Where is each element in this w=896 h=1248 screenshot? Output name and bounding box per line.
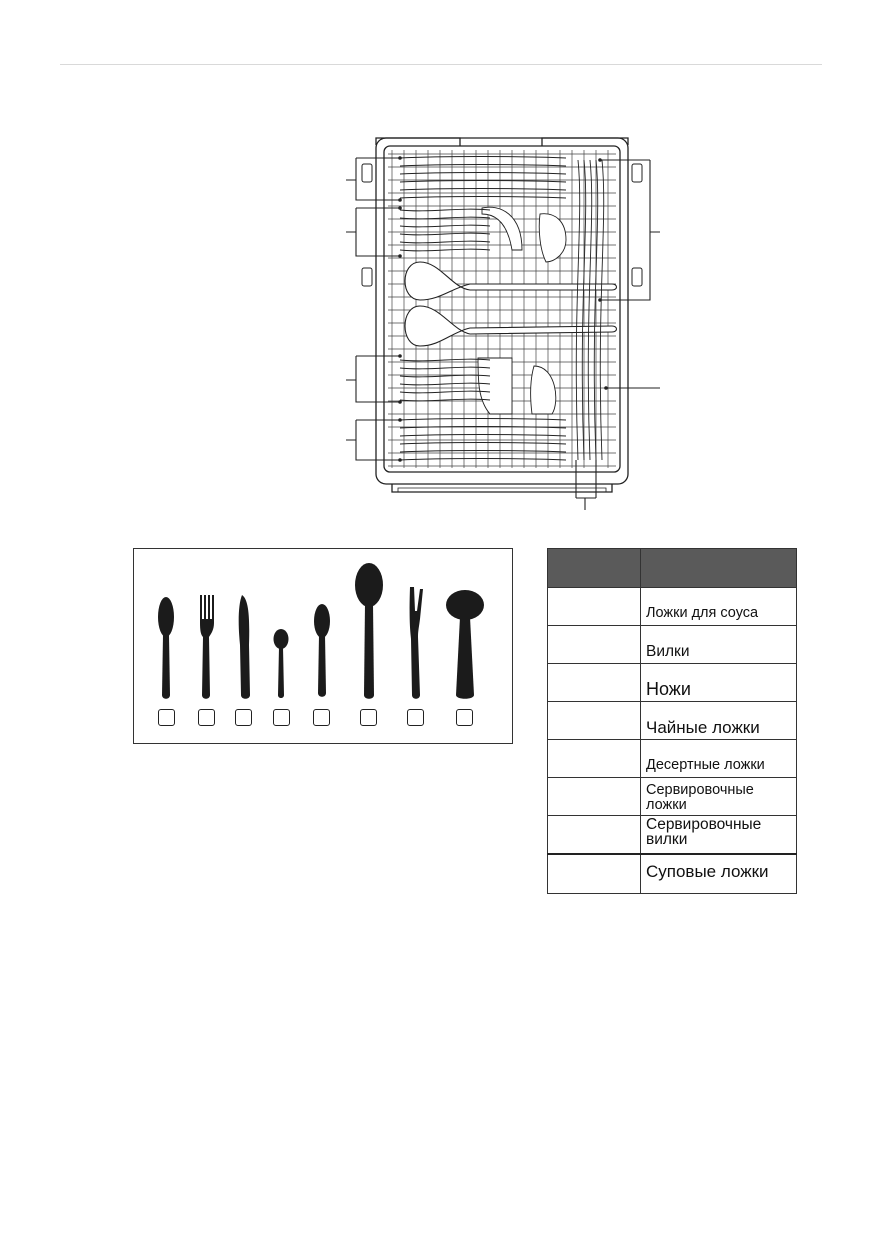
row-number-cell: [548, 626, 641, 664]
tea-spoon-icon: [274, 629, 289, 698]
row-name-cell: Вилки: [641, 626, 797, 664]
rack-cutlery-line: [400, 165, 566, 167]
knife-icon: [239, 595, 250, 699]
table-header: [548, 549, 797, 588]
row-number-cell: [548, 740, 641, 778]
row-name-cell: Ложки для соуса: [641, 588, 797, 626]
table-row: [548, 626, 797, 664]
row-number-cell: [548, 778, 641, 816]
table-row: [548, 702, 797, 740]
rack-fork-line: [400, 249, 490, 251]
rack-fork-line: [400, 399, 490, 401]
table-row: [548, 816, 797, 854]
fork-icon: [200, 595, 214, 699]
header-name-cell: [641, 549, 797, 588]
rack-cutlery-line: [400, 435, 566, 437]
rack-fork-line: [400, 209, 490, 211]
rack-fork-line: [400, 391, 490, 393]
cutlery-legend: [133, 548, 513, 744]
rack-cutlery-line: [400, 189, 566, 191]
table-row: [548, 664, 797, 702]
row-name-cell: Сервировочные вилки: [641, 816, 797, 854]
cutlery-rack-diagram: [0, 0, 896, 540]
rack-fork-line: [400, 383, 490, 385]
rack-cutlery-line: [400, 443, 566, 445]
row-number-cell: [548, 664, 641, 702]
table-row: [548, 854, 797, 894]
serving-fork-icon: [410, 587, 423, 699]
rack-cutlery-line: [400, 419, 566, 421]
rack-fork-line: [400, 367, 490, 369]
rack-fork-line: [400, 241, 490, 243]
table-row: [548, 778, 797, 816]
rack-cutlery-line: [400, 459, 566, 461]
rack-fork-line: [400, 375, 490, 377]
table-row: [548, 740, 797, 778]
row-number-cell: [548, 588, 641, 626]
legend-checkbox-4[interactable]: [273, 709, 290, 726]
row-name-cell: Чайные ложки: [641, 702, 797, 740]
legend-checkbox-6[interactable]: [360, 709, 377, 726]
row-number-cell: [548, 854, 641, 894]
rack-cutlery-line: [400, 181, 566, 183]
legend-checkbox-5[interactable]: [313, 709, 330, 726]
soup-ladle-icon: [446, 590, 484, 699]
row-number-cell: [548, 702, 641, 740]
rack-fork-line: [400, 233, 490, 235]
rack-cutlery-line: [400, 451, 566, 453]
rack-fork-line: [400, 217, 490, 219]
header-number-cell: [548, 549, 641, 588]
rack-cutlery-line: [400, 197, 566, 199]
row-name-cell: Суповые ложки: [641, 854, 797, 894]
legend-checkbox-2[interactable]: [198, 709, 215, 726]
row-name-cell: Десертные ложки: [641, 740, 797, 778]
rack-cutlery-line: [400, 173, 566, 175]
small-spoon-icon: [314, 604, 330, 697]
row-name-cell: Ножи: [641, 664, 797, 702]
dessert-spoon-icon: [158, 597, 174, 699]
cutlery-table: [547, 548, 797, 894]
rack-cutlery-line: [400, 157, 566, 159]
table-row: [548, 588, 797, 626]
serving-spoon-icon: [355, 563, 383, 699]
legend-checkbox-7[interactable]: [407, 709, 424, 726]
row-number-cell: [548, 816, 641, 854]
rack-fork-line: [400, 359, 490, 361]
row-name-cell: Сервировочные ложки: [641, 778, 797, 816]
legend-checkbox-8[interactable]: [456, 709, 473, 726]
rack-fork-line: [400, 225, 490, 227]
legend-checkbox-1[interactable]: [158, 709, 175, 726]
legend-checkbox-3[interactable]: [235, 709, 252, 726]
